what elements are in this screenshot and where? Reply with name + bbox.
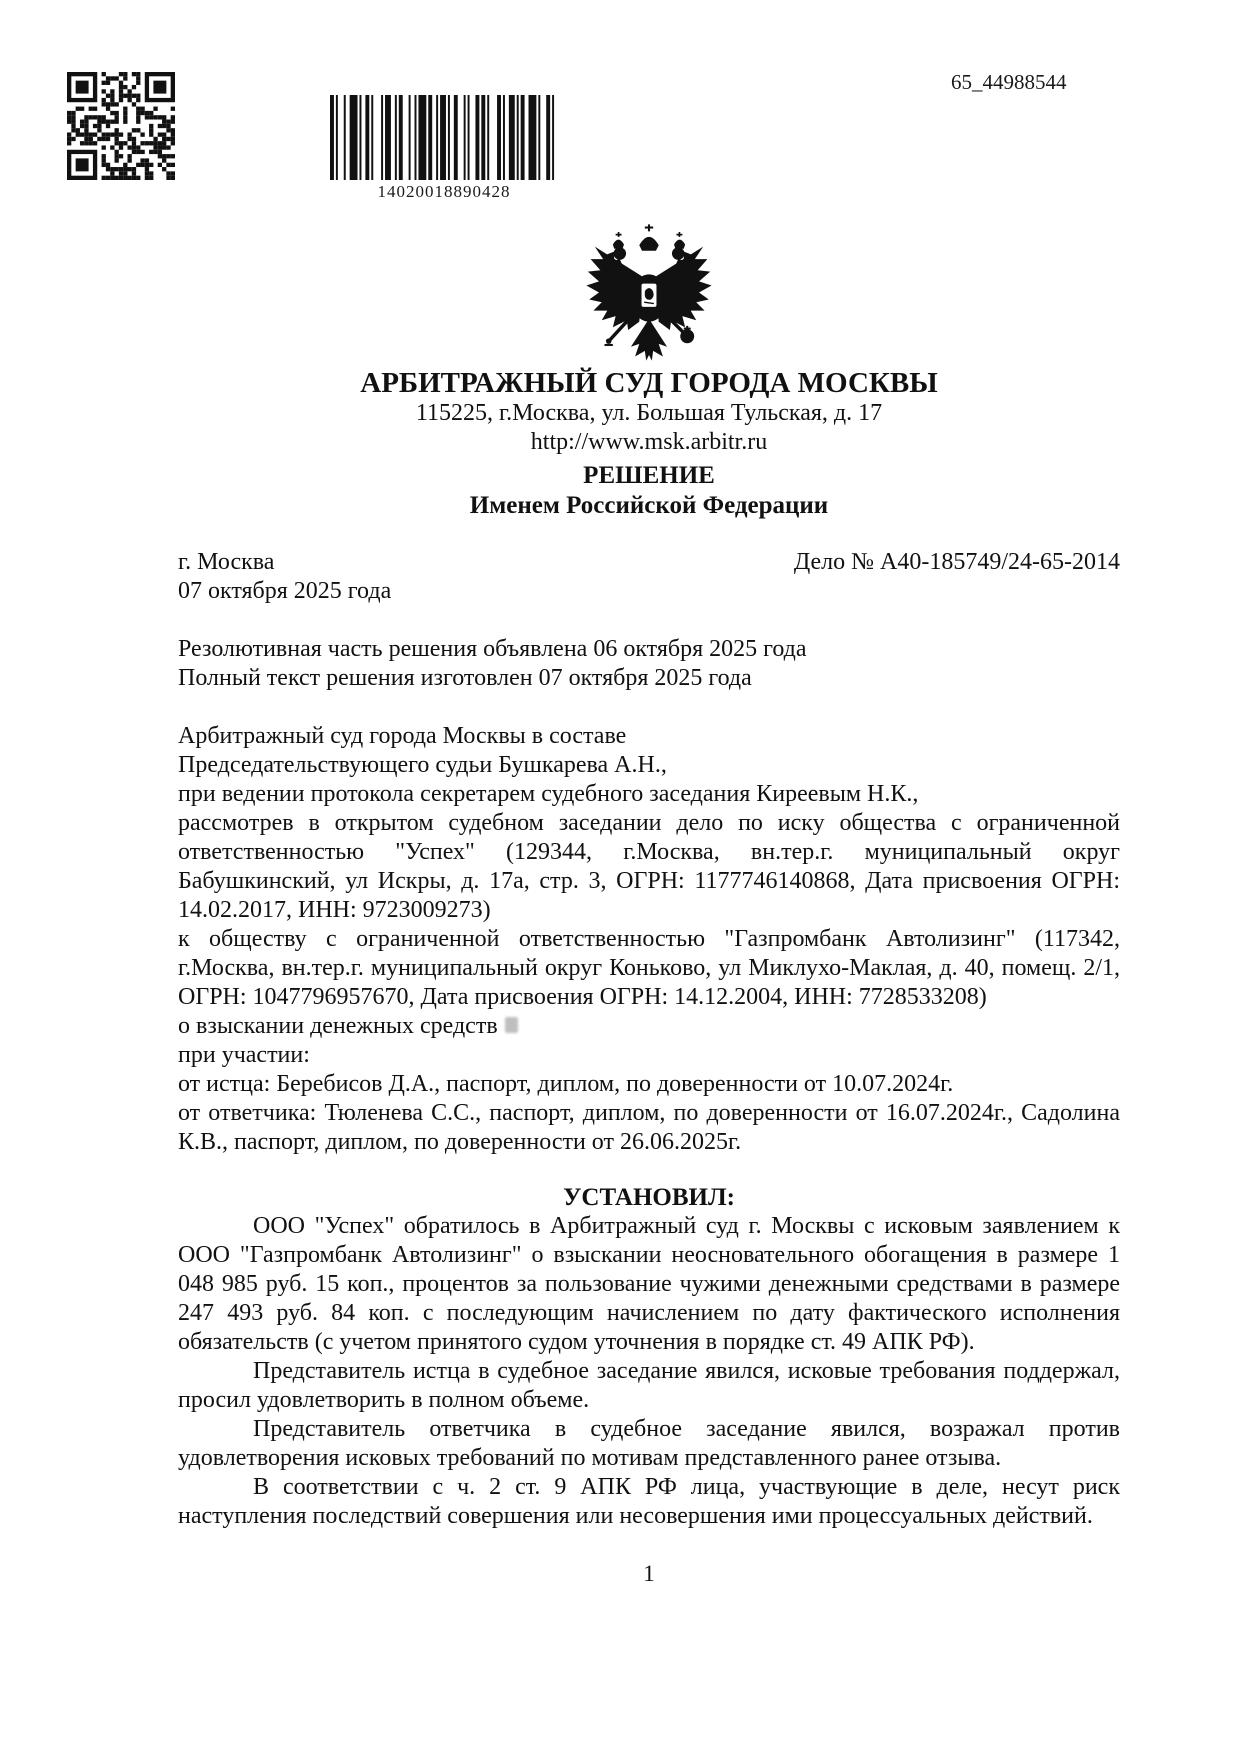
court-composition-line: Арбитражный суд города Москвы в составе	[178, 723, 627, 749]
body-paragraph: Представитель истца в судебное заседание явился, исковые требования поддержал, просил удовлетворить в полном объеме.	[178, 1358, 1120, 1413]
coat-of-arms-icon	[579, 223, 719, 362]
presiding-judge-line: Председательствующего судьи Бушкарева А.Н.,	[178, 752, 667, 778]
ustanovil-heading: УСТАНОВИЛ:	[563, 1184, 735, 1211]
barcode-number: 14020018890428	[377, 182, 511, 201]
city-label: г. Москва	[178, 549, 275, 575]
document-body	[178, 223, 1120, 1588]
case-number: Дело № А40-185749/24-65-2014	[793, 549, 1120, 575]
plaintiff-representative-line: от истца: Беребисов Д.А., паспорт, диплом, по доверенности от 10.07.2024г.	[178, 1071, 954, 1097]
body-paragraph: ООО "Успех" обратилось в Арбитражный суд г. Москвы с исковым заявлением к ООО "Газпромбанк Автолизинг" о взыскании неосновательного обогащения в размере 1 048 985 руб. 15 коп., процентов за пользование чужими денежными средствами в размере 247 493 руб. 84 коп. с последующим начислением по дату фактического исполнения обязательств (с учетом принятого судом уточнения в порядке ст. 49 АПК РФ).	[178, 1213, 1120, 1355]
plaintiff-description: рассмотрев в открытом судебном заседании дело по иску общества с ограниченной ответственностью "Успех" (129344, г.Москва, вн.тер.г. муниципальный округ Бабушкинский, ул Искры, д. 17а, стр. 3, ОГРН: 1177746140868, Дата присвоения ОГРН: 14.02.2017, ИНН: 9723009273)	[178, 810, 1120, 923]
barcode-icon	[330, 95, 558, 180]
decision-date: 07 октября 2025 года	[178, 578, 392, 604]
spacer	[178, 606, 1120, 635]
barcode-block	[330, 95, 558, 202]
document-id: 65_44988544	[951, 70, 1067, 94]
body-paragraph: Представитель ответчика в судебное заседание явился, возражал против удовлетворения исковых требований по мотивам представленного ранее отзыва.	[178, 1416, 1120, 1471]
defendant-representative-line: от ответчика: Тюленева С.С., паспорт, диплом, по доверенности от 16.07.2024г., Садолина К.В., паспорт, диплом, по доверенности от 26.06.2025г.	[178, 1100, 1120, 1155]
fulltext-made-line: Полный текст решения изготовлен 07 октября 2025 года	[178, 665, 752, 691]
court-name: АРБИТРАЖНЫЙ СУД ГОРОДА МОСКВЫ	[360, 367, 938, 399]
court-website: http://www.msk.arbitr.ru	[530, 429, 768, 455]
scan-smudge	[505, 1017, 518, 1033]
defendant-description: к обществу с ограниченной ответственностью "Газпромбанк Автолизинг" (117342, г.Москва, вн.тер.г. муниципальный округ Коньково, ул Миклухо-Маклая, д. 40, помещ. 2/1, ОГРН: 1047796957670, Дата присвоения ОГРН: 14.12.2004, ИНН: 7728533208)	[178, 926, 1120, 1010]
resolutive-announced-line: Резолютивная часть решения объявлена 06 октября 2025 года	[178, 636, 807, 662]
body-paragraph: В соответствии с ч. 2 ст. 9 АПК РФ лица, участвующие в деле, несут риск наступления последствий совершения или несовершения ими процессуальных действий.	[178, 1474, 1120, 1529]
claim-subject-line: о взыскании денежных средств	[178, 1012, 1120, 1041]
doc-type-heading: РЕШЕНИЕ	[583, 462, 715, 489]
page-number: 1	[643, 1561, 655, 1586]
attendance-label: при участии:	[178, 1042, 310, 1068]
court-address: 115225, г.Москва, ул. Большая Тульская, д. 17	[415, 400, 883, 426]
doc-subtitle: Именем Российской Федерации	[469, 492, 829, 519]
qr-code-icon	[66, 72, 176, 180]
spacer	[178, 693, 1120, 722]
secretary-line: при ведении протокола секретарем судебного заседания Киреевым Н.К.,	[178, 781, 919, 807]
